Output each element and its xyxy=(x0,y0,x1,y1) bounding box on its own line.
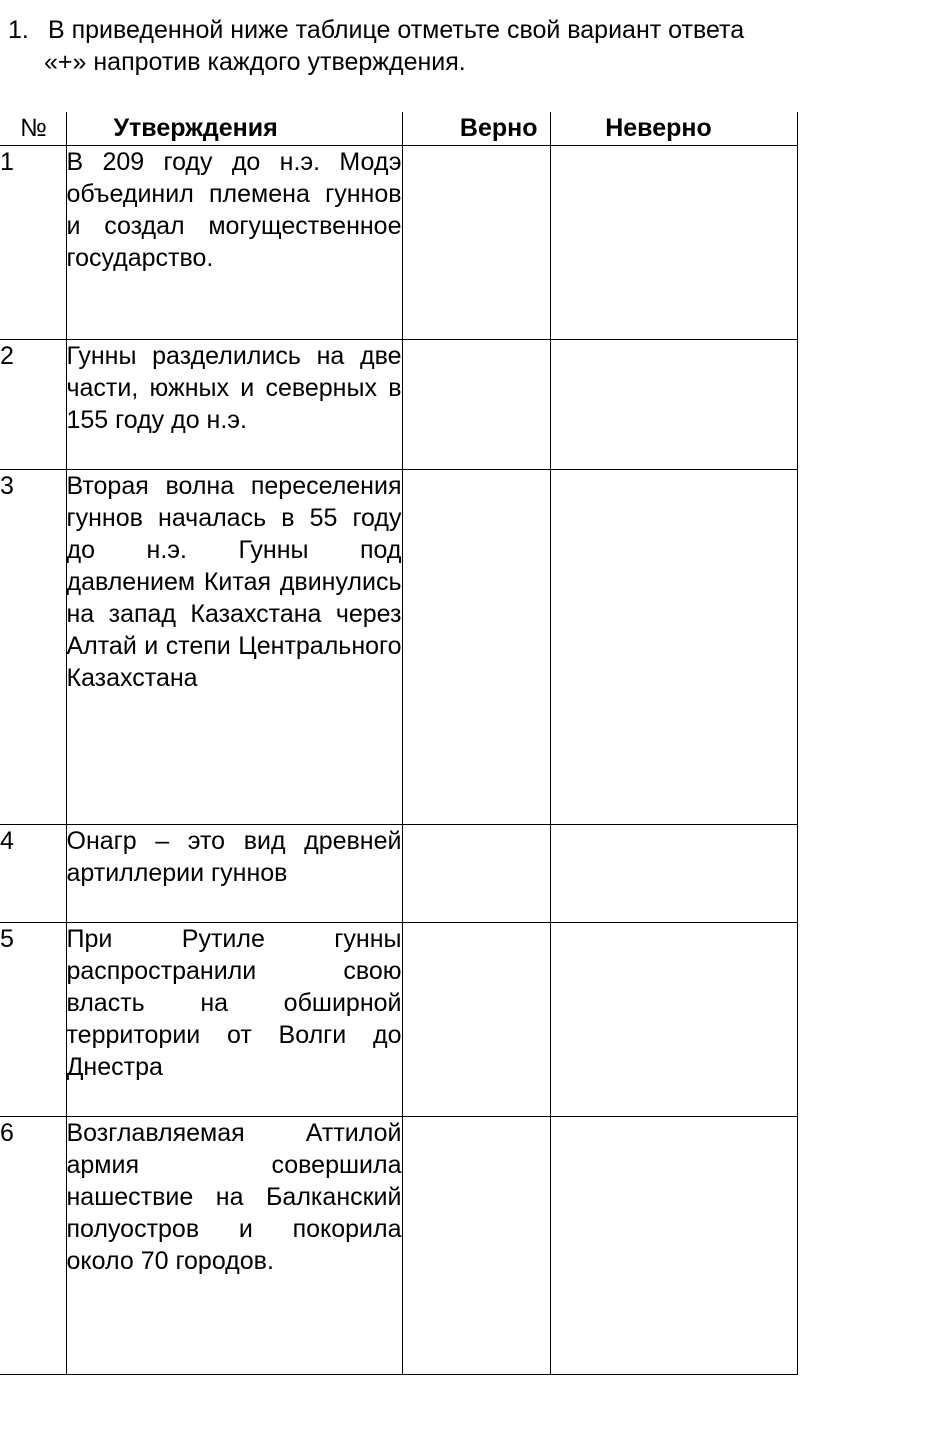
statement-text: Онагр – это вид древней артиллерии гуннов xyxy=(66,825,402,923)
true-false-table xyxy=(0,112,798,1375)
true-answer-cell[interactable] xyxy=(402,470,550,825)
table-row xyxy=(0,340,797,470)
table-row xyxy=(0,923,797,1117)
true-answer-cell[interactable] xyxy=(402,146,550,340)
table-row xyxy=(0,1117,797,1375)
row-number: 1 xyxy=(0,146,66,340)
true-answer-cell[interactable] xyxy=(402,340,550,470)
false-answer-cell[interactable] xyxy=(550,146,797,340)
header-false: Неверно xyxy=(550,112,797,146)
statement-text: При Рутиле гунны распространили свою власть на обширной территории от Волги до Днестра xyxy=(66,923,402,1117)
header-true: Верно xyxy=(402,112,550,146)
statement-text: Гунны разделились на две части, южных и северных в 155 году до н.э. xyxy=(66,340,402,470)
task-instruction xyxy=(8,14,923,78)
row-number: 4 xyxy=(0,825,66,923)
instruction-line-2: «+» напротив каждого утверждения. xyxy=(44,48,466,76)
table-row xyxy=(0,470,797,825)
header-number: № xyxy=(0,112,66,146)
task-number: 1. xyxy=(8,16,29,44)
true-answer-cell[interactable] xyxy=(402,1117,550,1375)
header-statements: Утверждения xyxy=(66,112,402,146)
table-row xyxy=(0,146,797,340)
row-number: 6 xyxy=(0,1117,66,1375)
statement-text: Вторая волна переселения гуннов началась в 55 году до н.э. Гунны под давлением Китая двинулись на запад Казахстана через Алтай и степи Центрального Казахстана xyxy=(66,470,402,825)
false-answer-cell[interactable] xyxy=(550,1117,797,1375)
true-answer-cell[interactable] xyxy=(402,923,550,1117)
false-answer-cell[interactable] xyxy=(550,470,797,825)
statement-text: В 209 году до н.э. Модэ объединил племена гуннов и создал могущественное государство. xyxy=(66,146,402,340)
true-answer-cell[interactable] xyxy=(402,825,550,923)
statement-text: Возглавляемая Аттилой армия совершила нашествие на Балканский полуостров и покорила около 70 городов. xyxy=(66,1117,402,1375)
false-answer-cell[interactable] xyxy=(550,340,797,470)
false-answer-cell[interactable] xyxy=(550,923,797,1117)
false-answer-cell[interactable] xyxy=(550,825,797,923)
row-number: 3 xyxy=(0,470,66,825)
row-number: 5 xyxy=(0,923,66,1117)
row-number: 2 xyxy=(0,340,66,470)
instruction-line-1: В приведенной ниже таблице отметьте свой вариант ответа xyxy=(48,16,745,44)
table-header-row xyxy=(0,112,797,146)
table-row xyxy=(0,825,797,923)
